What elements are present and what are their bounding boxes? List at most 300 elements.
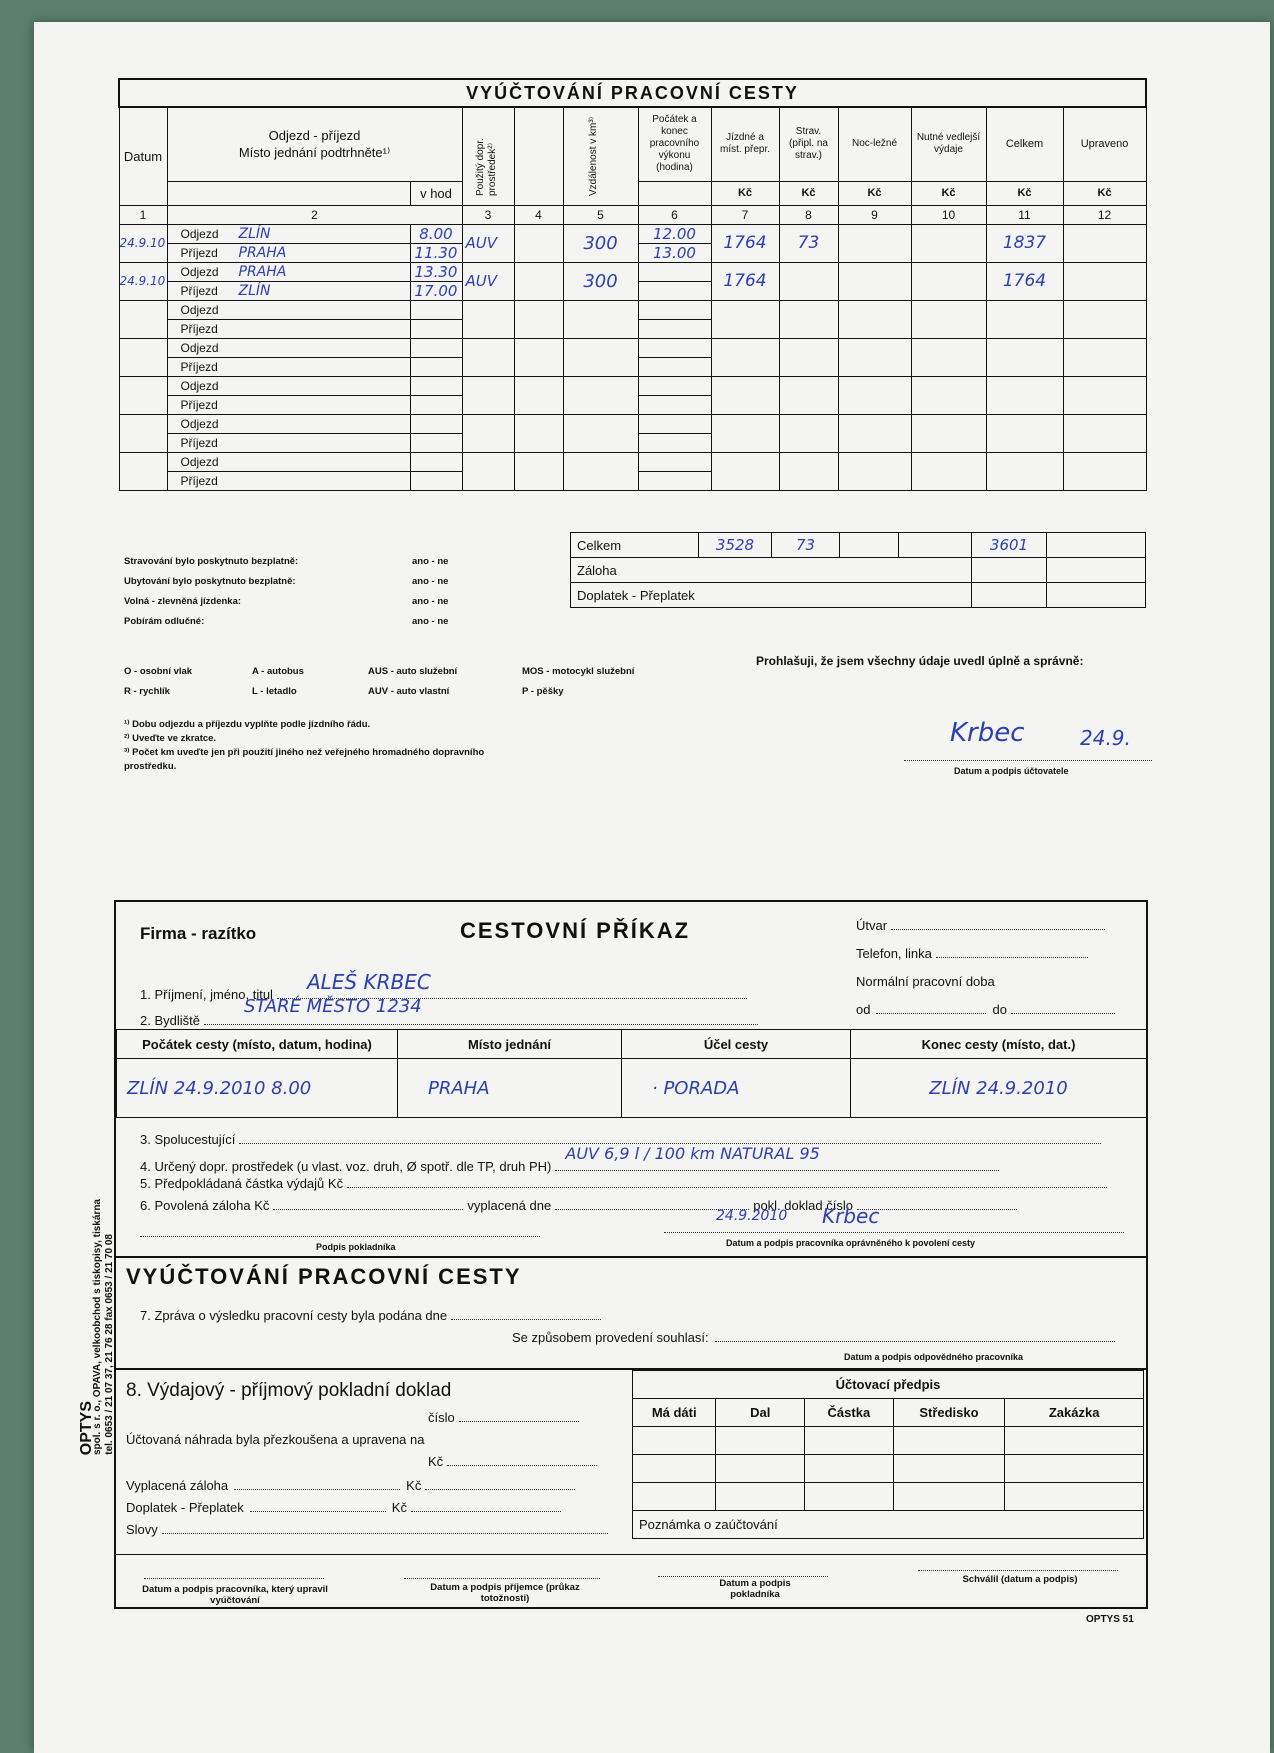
do-field[interactable] [1011, 1013, 1115, 1014]
row-celkem[interactable] [986, 300, 1063, 338]
vyplacena-zaloha-field[interactable] [234, 1489, 400, 1490]
row-upraveno[interactable] [1063, 452, 1146, 490]
travel-order-form [114, 900, 1148, 1609]
sum-zaloha-label: Záloha [571, 558, 972, 583]
trip-header-place: Místo jednání [398, 1030, 622, 1059]
row-time[interactable] [410, 338, 462, 357]
pokl-doklad-field[interactable] [857, 1209, 1017, 1210]
f5-row [140, 1176, 1107, 1191]
header-celkem: Celkem [986, 107, 1063, 181]
header-kc-11: Kč [986, 181, 1063, 205]
row-time[interactable]: 8.00 [410, 224, 462, 243]
row-time[interactable] [410, 395, 462, 414]
souhlasi-label: Se způsobem provedení souhlasí: [512, 1330, 709, 1345]
cislo-field[interactable] [459, 1421, 579, 1422]
sum-celkem-label: Celkem [571, 533, 699, 558]
row-upraveno[interactable] [1063, 376, 1146, 414]
header-odjezd-text: Odjezd - příjezd [268, 128, 361, 144]
yesno-value: ano - ne [412, 556, 449, 567]
row-time[interactable] [410, 433, 462, 452]
uct-cell[interactable] [893, 1455, 1005, 1483]
row-place-cell[interactable] [167, 471, 410, 490]
cislo-row [428, 1410, 579, 1425]
header-pouzity-text: Použitý dopr. prostředek²⁾ [475, 138, 498, 197]
trip-purpose[interactable]: · PORADA [622, 1059, 851, 1118]
f4-value: AUV 6,9 l / 100 km NATURAL 95 [565, 1144, 820, 1163]
trip-table [116, 1029, 1147, 1118]
utvar-label: Útvar [856, 918, 888, 933]
f5-field[interactable] [347, 1187, 1107, 1188]
normalni-label: Normální pracovní doba [856, 974, 995, 989]
row-place-cell[interactable] [167, 338, 410, 357]
kc-field-1[interactable] [447, 1465, 597, 1466]
header-jizdne: Jízdné a míst. přepr. [711, 107, 779, 181]
sig-line [918, 1570, 1118, 1571]
row-vehicle[interactable] [462, 300, 514, 338]
vyplacena-zaloha-label: Vyplacená záloha [126, 1478, 229, 1493]
f1-value: ALEŠ KRBEC [306, 970, 431, 994]
row-strav[interactable]: 73 [779, 224, 838, 262]
uct-header-dal: Dal [716, 1399, 805, 1427]
row-place-cell[interactable] [167, 243, 410, 262]
expense-row [119, 376, 1146, 395]
row-upraveno[interactable] [1063, 262, 1146, 300]
telefon-label: Telefon, linka [856, 946, 932, 961]
row-vehicle[interactable] [462, 452, 514, 490]
row-label: Příjezd [180, 359, 218, 374]
sig-line [404, 1578, 600, 1579]
row-vehicle[interactable]: AUV [462, 224, 514, 262]
row-nutne[interactable] [911, 414, 986, 452]
accounting-table [632, 1370, 1144, 1539]
row-nocl[interactable] [838, 300, 911, 338]
kc-label: Kč [391, 1500, 407, 1515]
kc-field-3[interactable] [411, 1511, 561, 1512]
sig-label: Datum a podpis příjemce (průkaz totožnosti) [430, 1582, 580, 1604]
row-place-cell[interactable] [167, 433, 410, 452]
row-strav[interactable] [779, 452, 838, 490]
row-jizdne[interactable]: 1764 [711, 224, 779, 262]
row-place-cell[interactable] [167, 300, 410, 319]
yesno-label: Ubytování bylo poskytnuto bezplatně: [124, 576, 296, 587]
row-nocl[interactable] [838, 338, 911, 376]
uct-cell[interactable] [716, 1455, 805, 1483]
header-kc-7: Kč [711, 181, 779, 205]
uct-cell[interactable] [633, 1483, 716, 1511]
yesno-label: Volná - zlevněná jízdenka: [124, 596, 242, 607]
f7-row [140, 1308, 601, 1323]
cislo-label: číslo [428, 1410, 455, 1425]
row-km[interactable] [563, 414, 638, 452]
kc-row-1 [428, 1454, 597, 1469]
column-number: 10 [911, 205, 986, 224]
row-time[interactable]: 13.30 [410, 262, 462, 281]
legend-item: AUV - auto vlastní [368, 686, 450, 697]
row-place: PRAHA [238, 244, 287, 261]
row-col4[interactable] [514, 452, 563, 490]
footnotes [124, 718, 524, 774]
row-label: Odjezd [180, 378, 219, 393]
vehicle-legend [124, 662, 684, 702]
doplatek-field[interactable] [250, 1511, 386, 1512]
uct-cell[interactable] [1005, 1483, 1144, 1511]
header-nocl: Noc-ležné [838, 107, 911, 181]
row-nutne[interactable] [911, 300, 986, 338]
f7-field[interactable] [451, 1319, 601, 1320]
souhlasi-field[interactable] [715, 1341, 1115, 1342]
approve-date: 24.9.2010 [716, 1208, 788, 1224]
row-place-cell[interactable] [167, 281, 410, 300]
row-date[interactable]: 24.9.10 [119, 224, 167, 262]
row-label: Odjezd [180, 454, 219, 469]
row-jizdne[interactable]: 1764 [711, 262, 779, 300]
row-time[interactable] [410, 300, 462, 319]
row-time[interactable] [410, 452, 462, 471]
column-number: 9 [838, 205, 911, 224]
row-work-hours[interactable] [638, 433, 711, 452]
row-upraveno[interactable] [1063, 338, 1146, 376]
form-title: CESTOVNÍ PŘÍKAZ [460, 918, 691, 943]
header-pocatek: Počátek a konec pracovního výkonu (hodina) [638, 107, 711, 181]
row-place-cell[interactable] [167, 395, 410, 414]
row-upraveno[interactable] [1063, 414, 1146, 452]
row-work-hours[interactable]: 13.00 [638, 243, 711, 262]
row-place-cell[interactable] [167, 452, 410, 471]
row-time[interactable]: 17.00 [410, 281, 462, 300]
uct-cell[interactable] [805, 1483, 894, 1511]
legend-item: R - rychlík [124, 686, 170, 697]
row-work-hours[interactable] [638, 319, 711, 338]
row-label: Odjezd [180, 302, 219, 317]
expense-row [119, 414, 1146, 433]
row-vehicle[interactable] [462, 414, 514, 452]
column-number: 2 [167, 205, 462, 224]
uct-cell[interactable] [716, 1427, 805, 1455]
row-strav[interactable] [779, 414, 838, 452]
utvar-field[interactable] [891, 929, 1105, 930]
column-number-row [119, 205, 1146, 224]
sum-celkem-strav: 73 [772, 533, 840, 558]
sig-label: Datum a podpis pracovníka, který upravil vyúčtování [142, 1584, 328, 1606]
poznamka[interactable]: Poznámka o zaúčtování [633, 1511, 1144, 1539]
sum-celkem-jizdne: 3528 [699, 533, 772, 558]
row-celkem[interactable]: 1837 [986, 224, 1063, 262]
row-place-cell[interactable] [167, 414, 410, 433]
row-celkem[interactable] [986, 452, 1063, 490]
telefon-row [856, 946, 1088, 961]
f7-label: 7. Zpráva o výsledku pracovní cesty byla podána dne [140, 1308, 448, 1323]
row-vehicle[interactable] [462, 376, 514, 414]
row-col4[interactable] [514, 224, 563, 262]
vyplacena-label: vyplacená dne [467, 1198, 552, 1213]
header-odjezd [167, 107, 462, 181]
utvar-row [856, 918, 1105, 933]
row-place-cell[interactable] [167, 224, 410, 243]
row-jizdne[interactable] [711, 338, 779, 376]
row-col4[interactable] [514, 376, 563, 414]
f6-row [140, 1198, 1017, 1213]
row-strav[interactable] [779, 300, 838, 338]
sum-doplatek-upr [1047, 583, 1146, 608]
sum-box [570, 532, 1146, 608]
row-upraveno[interactable] [1063, 300, 1146, 338]
kc-field-2[interactable] [425, 1489, 575, 1490]
row-jizdne[interactable] [711, 452, 779, 490]
f1-row [140, 970, 747, 1002]
row-col4[interactable] [514, 300, 563, 338]
legend-item: AUS - auto služební [368, 666, 458, 677]
od-do-row [856, 1002, 1115, 1017]
row-date[interactable] [119, 414, 167, 452]
sum-zaloha-val [972, 558, 1047, 583]
header-hodina-unit [638, 181, 711, 205]
row-celkem[interactable] [986, 376, 1063, 414]
column-number: 3 [462, 205, 514, 224]
legend-item: MOS - motocykl služební [522, 666, 635, 677]
row-nutne[interactable] [911, 338, 986, 376]
row-work-hours[interactable] [638, 376, 711, 395]
f5-label: 5. Předpokládaná částka výdajů Kč [140, 1176, 344, 1191]
f6-field[interactable] [273, 1209, 463, 1210]
row-date[interactable]: 24.9.10 [119, 262, 167, 300]
footnote: ¹⁾ Dobu odjezdu a příjezdu vyplňte podle jízdního řádu. [124, 719, 371, 730]
row-time[interactable] [410, 319, 462, 338]
row-nocl[interactable] [838, 376, 911, 414]
expense-row [119, 338, 1146, 357]
row-work-hours[interactable] [638, 338, 711, 357]
sig-line [658, 1576, 828, 1577]
row-time[interactable] [410, 376, 462, 395]
row-work-hours[interactable] [638, 300, 711, 319]
row-km[interactable]: 300 [563, 262, 638, 300]
trip-end[interactable]: ZLÍN 24.9.2010 [851, 1059, 1147, 1118]
row-place: ZLÍN [238, 225, 271, 242]
row-work-hours[interactable] [638, 414, 711, 433]
header-datum: Datum [119, 107, 167, 205]
row-vehicle[interactable] [462, 338, 514, 376]
row-work-hours[interactable] [638, 262, 711, 281]
row-celkem[interactable] [986, 338, 1063, 376]
row-nutne[interactable] [911, 452, 986, 490]
yesno-values [412, 552, 492, 632]
row-nutne[interactable] [911, 262, 986, 300]
uct-cell[interactable] [633, 1427, 716, 1455]
row-time[interactable] [410, 414, 462, 433]
zaloha-row [126, 1478, 575, 1493]
f1-label: 1. Příjmení, jméno, titul [140, 987, 273, 1002]
sig-line [144, 1578, 324, 1579]
sum-doplatek-val [972, 583, 1047, 608]
yesno-value: ano - ne [412, 596, 449, 607]
row-time[interactable] [410, 471, 462, 490]
sig-label: Schválil (datum a podpis) [962, 1574, 1078, 1585]
row-label: Odjezd [180, 340, 219, 355]
row-celkem[interactable]: 1764 [986, 262, 1063, 300]
column-number: 11 [986, 205, 1063, 224]
yesno-label: Stravování bylo poskytnuto bezplatně: [124, 556, 299, 567]
row-nocl[interactable] [838, 452, 911, 490]
row-jizdne[interactable] [711, 300, 779, 338]
uctovana-label: Účtovaná náhrada byla přezkoušena a upravena na [126, 1432, 425, 1447]
row-work-hours[interactable] [638, 357, 711, 376]
row-work-hours[interactable] [638, 452, 711, 471]
row-label: Příjezd [180, 397, 218, 412]
firma-label: Firma - razítko [140, 924, 257, 943]
sum-celkem-nutne [899, 533, 972, 558]
header-misto-text: Místo jednání podtrhněte¹⁾ [238, 145, 391, 161]
uct-cell[interactable] [805, 1455, 894, 1483]
kc-label: Kč [406, 1478, 422, 1493]
f2-field[interactable] [204, 996, 758, 1025]
row-date[interactable] [119, 300, 167, 338]
header-kc-9: Kč [838, 181, 911, 205]
row-place-cell[interactable] [167, 376, 410, 395]
row-nocl[interactable] [838, 262, 911, 300]
yesno-label: Pobírám odlučné: [124, 616, 205, 627]
approve-signature: Krbec [822, 1204, 880, 1228]
doplatek-label: Doplatek - Přeplatek [126, 1500, 244, 1515]
row-work-hours[interactable] [638, 281, 711, 300]
souhlasi-row [512, 1330, 1115, 1345]
f8-label: 8. Výdajový - příjmový pokladní doklad [126, 1380, 452, 1401]
sum-celkem-upraveno [1047, 533, 1146, 558]
footnote: ³⁾ Počet km uveďte jen při použití jiného než veřejného hromadného dopravního prostředku. [124, 747, 485, 772]
row-date[interactable] [119, 452, 167, 490]
row-km[interactable] [563, 300, 638, 338]
uct-cell[interactable] [633, 1455, 716, 1483]
do-label: do [992, 1002, 1007, 1017]
row-place-cell[interactable] [167, 319, 410, 338]
column-number: 4 [514, 205, 563, 224]
row-km[interactable] [563, 376, 638, 414]
row-date[interactable] [119, 338, 167, 376]
row-strav[interactable] [779, 338, 838, 376]
od-label: od [856, 1002, 871, 1017]
section-divider [116, 1256, 1146, 1258]
side-text-1: spol. s r. o., OPAVA, velkoobchod s tiskopisy, tiskárna [92, 1199, 103, 1455]
side-text-2: tel. 0653 / 21 07 37, 21 76 28 fax 0653 / 21 70 08 [104, 1234, 115, 1455]
section-title: VYÚČTOVÁNÍ PRACOVNÍ CESTY [126, 1264, 522, 1289]
sum-doplatek-label: Doplatek - Přeplatek [571, 583, 972, 608]
legend-item: A - autobus [252, 666, 304, 677]
od-field[interactable] [876, 1013, 986, 1014]
row-work-hours[interactable] [638, 395, 711, 414]
row-label: Příjezd [180, 473, 218, 488]
signature: Krbec [950, 718, 1025, 748]
side-imprint [78, 1075, 115, 1455]
row-time[interactable] [410, 357, 462, 376]
trip-header-purpose: Účel cesty [622, 1030, 851, 1059]
yesno-value: ano - ne [412, 576, 449, 587]
row-label: Odjezd [180, 226, 219, 241]
side-logo: OPTYS [78, 1400, 95, 1455]
expense-row [119, 452, 1146, 471]
row-km[interactable]: 300 [563, 224, 638, 262]
row-place-cell[interactable] [167, 357, 410, 376]
trip-header-start: Počátek cesty (místo, datum, hodina) [117, 1030, 398, 1059]
row-work-hours[interactable]: 12.00 [638, 224, 711, 243]
sum-celkem-total: 3601 [972, 533, 1047, 558]
row-celkem[interactable] [986, 414, 1063, 452]
f2-value: STARÉ MĚSTO 1234 [243, 996, 422, 1017]
row-jizdne[interactable] [711, 414, 779, 452]
row-col4[interactable] [514, 338, 563, 376]
uct-header-zakazka: Zakázka [1005, 1399, 1144, 1427]
header-col4 [514, 107, 563, 205]
sum-zaloha-upr [1047, 558, 1146, 583]
trip-header-end: Konec cesty (místo, dat.) [851, 1030, 1147, 1059]
legend-item: P - pěšky [522, 686, 564, 697]
row-time[interactable]: 11.30 [410, 243, 462, 262]
column-number: 1 [119, 205, 167, 224]
trip-place[interactable]: PRAHA [398, 1059, 622, 1118]
uct-cell[interactable] [716, 1483, 805, 1511]
legend-item: L - letadlo [252, 686, 297, 697]
row-label: Příjezd [180, 321, 218, 336]
row-place-cell[interactable] [167, 262, 410, 281]
uct-cell[interactable] [805, 1427, 894, 1455]
row-nutne[interactable] [911, 224, 986, 262]
column-number: 8 [779, 205, 838, 224]
footnote: ²⁾ Uveďte ve zkratce. [124, 733, 217, 744]
uct-cell[interactable] [1005, 1455, 1144, 1483]
row-jizdne[interactable] [711, 376, 779, 414]
signature-divider [116, 1554, 1146, 1555]
expense-row [119, 224, 1146, 243]
telefon-field[interactable] [936, 957, 1088, 958]
doplatek-row [126, 1500, 561, 1515]
header-kc-12: Kč [1063, 181, 1146, 205]
slovy-label: Slovy [126, 1522, 158, 1537]
f4-label: 4. Určený dopr. prostředek (u vlast. voz. druh, Ø spotř. dle TP, druh PH) [140, 1159, 552, 1174]
uct-cell[interactable] [893, 1483, 1005, 1511]
row-work-hours[interactable] [638, 471, 711, 490]
trip-start[interactable]: ZLÍN 24.9.2010 8.00 [117, 1059, 398, 1118]
row-vehicle[interactable]: AUV [462, 262, 514, 300]
uct-cell[interactable] [1005, 1427, 1144, 1455]
uct-cell[interactable] [893, 1427, 1005, 1455]
uct-predpis-header: Účtovací předpis [633, 1371, 1144, 1399]
signature-label: Datum a podpis účtovatele [954, 766, 1069, 776]
column-number: 6 [638, 205, 711, 224]
row-strav[interactable] [779, 262, 838, 300]
slovy-field[interactable] [162, 1533, 608, 1534]
approve-label: Datum a podpis pracovníka oprávněného k povolení cesty [726, 1238, 976, 1248]
row-km[interactable] [563, 338, 638, 376]
row-date[interactable] [119, 376, 167, 414]
row-label: Příjezd [180, 245, 218, 260]
row-col4[interactable] [514, 262, 563, 300]
row-strav[interactable] [779, 376, 838, 414]
f4-field[interactable] [555, 1144, 999, 1171]
row-col4[interactable] [514, 414, 563, 452]
header-nutne: Nutné vedlejší výdaje [911, 107, 986, 181]
row-nocl[interactable] [838, 414, 911, 452]
podpis-pokladnika-line [140, 1236, 540, 1237]
row-place: ZLÍN [238, 282, 271, 299]
approve-line [664, 1232, 1124, 1233]
header-strav: Strav. (připl. na strav.) [779, 107, 838, 181]
row-upraveno[interactable] [1063, 224, 1146, 262]
row-km[interactable] [563, 452, 638, 490]
f2-label: 2. Bydliště [140, 1013, 200, 1028]
row-nocl[interactable] [838, 224, 911, 262]
yesno-value: ano - ne [412, 616, 449, 627]
row-nutne[interactable] [911, 376, 986, 414]
legend-item: O - osobní vlak [124, 666, 193, 677]
uct-header-ma-dati: Má dáti [633, 1399, 716, 1427]
f6-label: 6. Povolená záloha Kč [140, 1198, 270, 1213]
